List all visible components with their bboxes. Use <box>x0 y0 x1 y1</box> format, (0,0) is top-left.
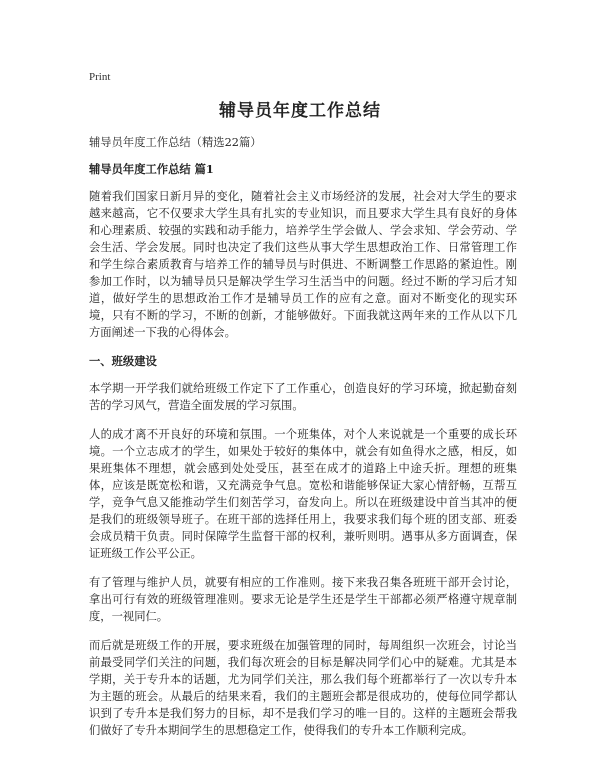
intro-paragraph: 随着我们国家日新月异的变化，随着社会主义市场经济的发展，社会对大学生的要求越来越高，它不仅要求大学生具有扎实的专业知识，而且要求大学生具有良好的身体和心理素质、较强的实践和动手能力，培养学生学会做人、学会求知、学会劳动、学会生活、学会发展。同时也决定了我们这些从事大学生思想政治工作、日常管理工作和学生综合素质教育与培养工作的辅导员与时俱进、不断调整工作思路的紧迫性。刚参加工作时，以为辅导员只是解决学生学习生活当中的问题。经过不断的学习后才知道，做好学生的思想政治工作才是辅导员工作的应有之意。面对不断变化的现实环境，只有不断的学习，不断的创新，才能够做好。下面我就这两年来的工作从以下几方面阐述一下我的心得体会。 <box>89 190 517 339</box>
paragraph-1: 本学期一开学我们就给班级工作定下了工作重心，创造良好的学习环境，掀起勤奋刻苦的学习风气，营造全面发展的学习氛围。 <box>89 382 517 412</box>
paragraph-4: 而后就是班级工作的开展，要求班级在加强管理的同时，每周组织一次班会，讨论当前最受同学们关注的问题，我们每次班会的目标是解决同学们心中的疑难。尤其是本学期，关于专升本的话题，尤为同学们关注，那么我们每个班都举行了一次以专升本为主题的班会。从最后的结果来看，我们的主题班会都是很成功的，使每位同学都认识到了专升本是我们努力的目标，却不是我们学习的唯一目的。这样的主题班会帮我们做好了专升本期间学生的思想稳定工作，使得我们的专升本工作顺利完成。 <box>89 639 517 737</box>
article-subtitle: 辅导员年度工作总结（精选22篇） <box>89 136 262 149</box>
article-body <box>89 134 517 751</box>
paragraph-3: 有了管理与维护人员，就要有相应的工作准则。接下来我召集各班班干部开会讨论，拿出可行有效的班级管理准则。要求无论是学生还是学生干部都必须严格遵守规章制度，一视同仁。 <box>89 576 517 623</box>
page-title: 辅导员年度工作总结 <box>219 101 381 121</box>
heading-class-building: 一、班级建设 <box>89 354 157 368</box>
print-link[interactable]: Print <box>89 71 111 83</box>
paragraph-2: 人的成才离不开良好的环境和氛围。一个班集体，对个人来说就是一个重要的成长环境。一个立志成才的学生，如果处于较好的集体中，就会有如鱼得水之感，相反，如果班集体不理想，就会感到处处受压，甚至在成才的道路上中途夭折。理想的班集体，应该是既宽松和谐，又充满竞争气息。宽松和谐能够保证大家心情舒畅，互帮互学，竞争气息又能推动学生们刻苦学习，奋发向上。所以在班级建设中首当其冲的便是我们的班级领导班子。在班干部的选择任用上，我要求我们每个班的团支部、班委会成员精干负责。同时保障学生监督干部的权利，兼听则明。遇事从多方面调查，保证班级工作公平公正。 <box>89 428 517 560</box>
section-title: 辅导员年度工作总结 篇1 <box>89 162 214 176</box>
